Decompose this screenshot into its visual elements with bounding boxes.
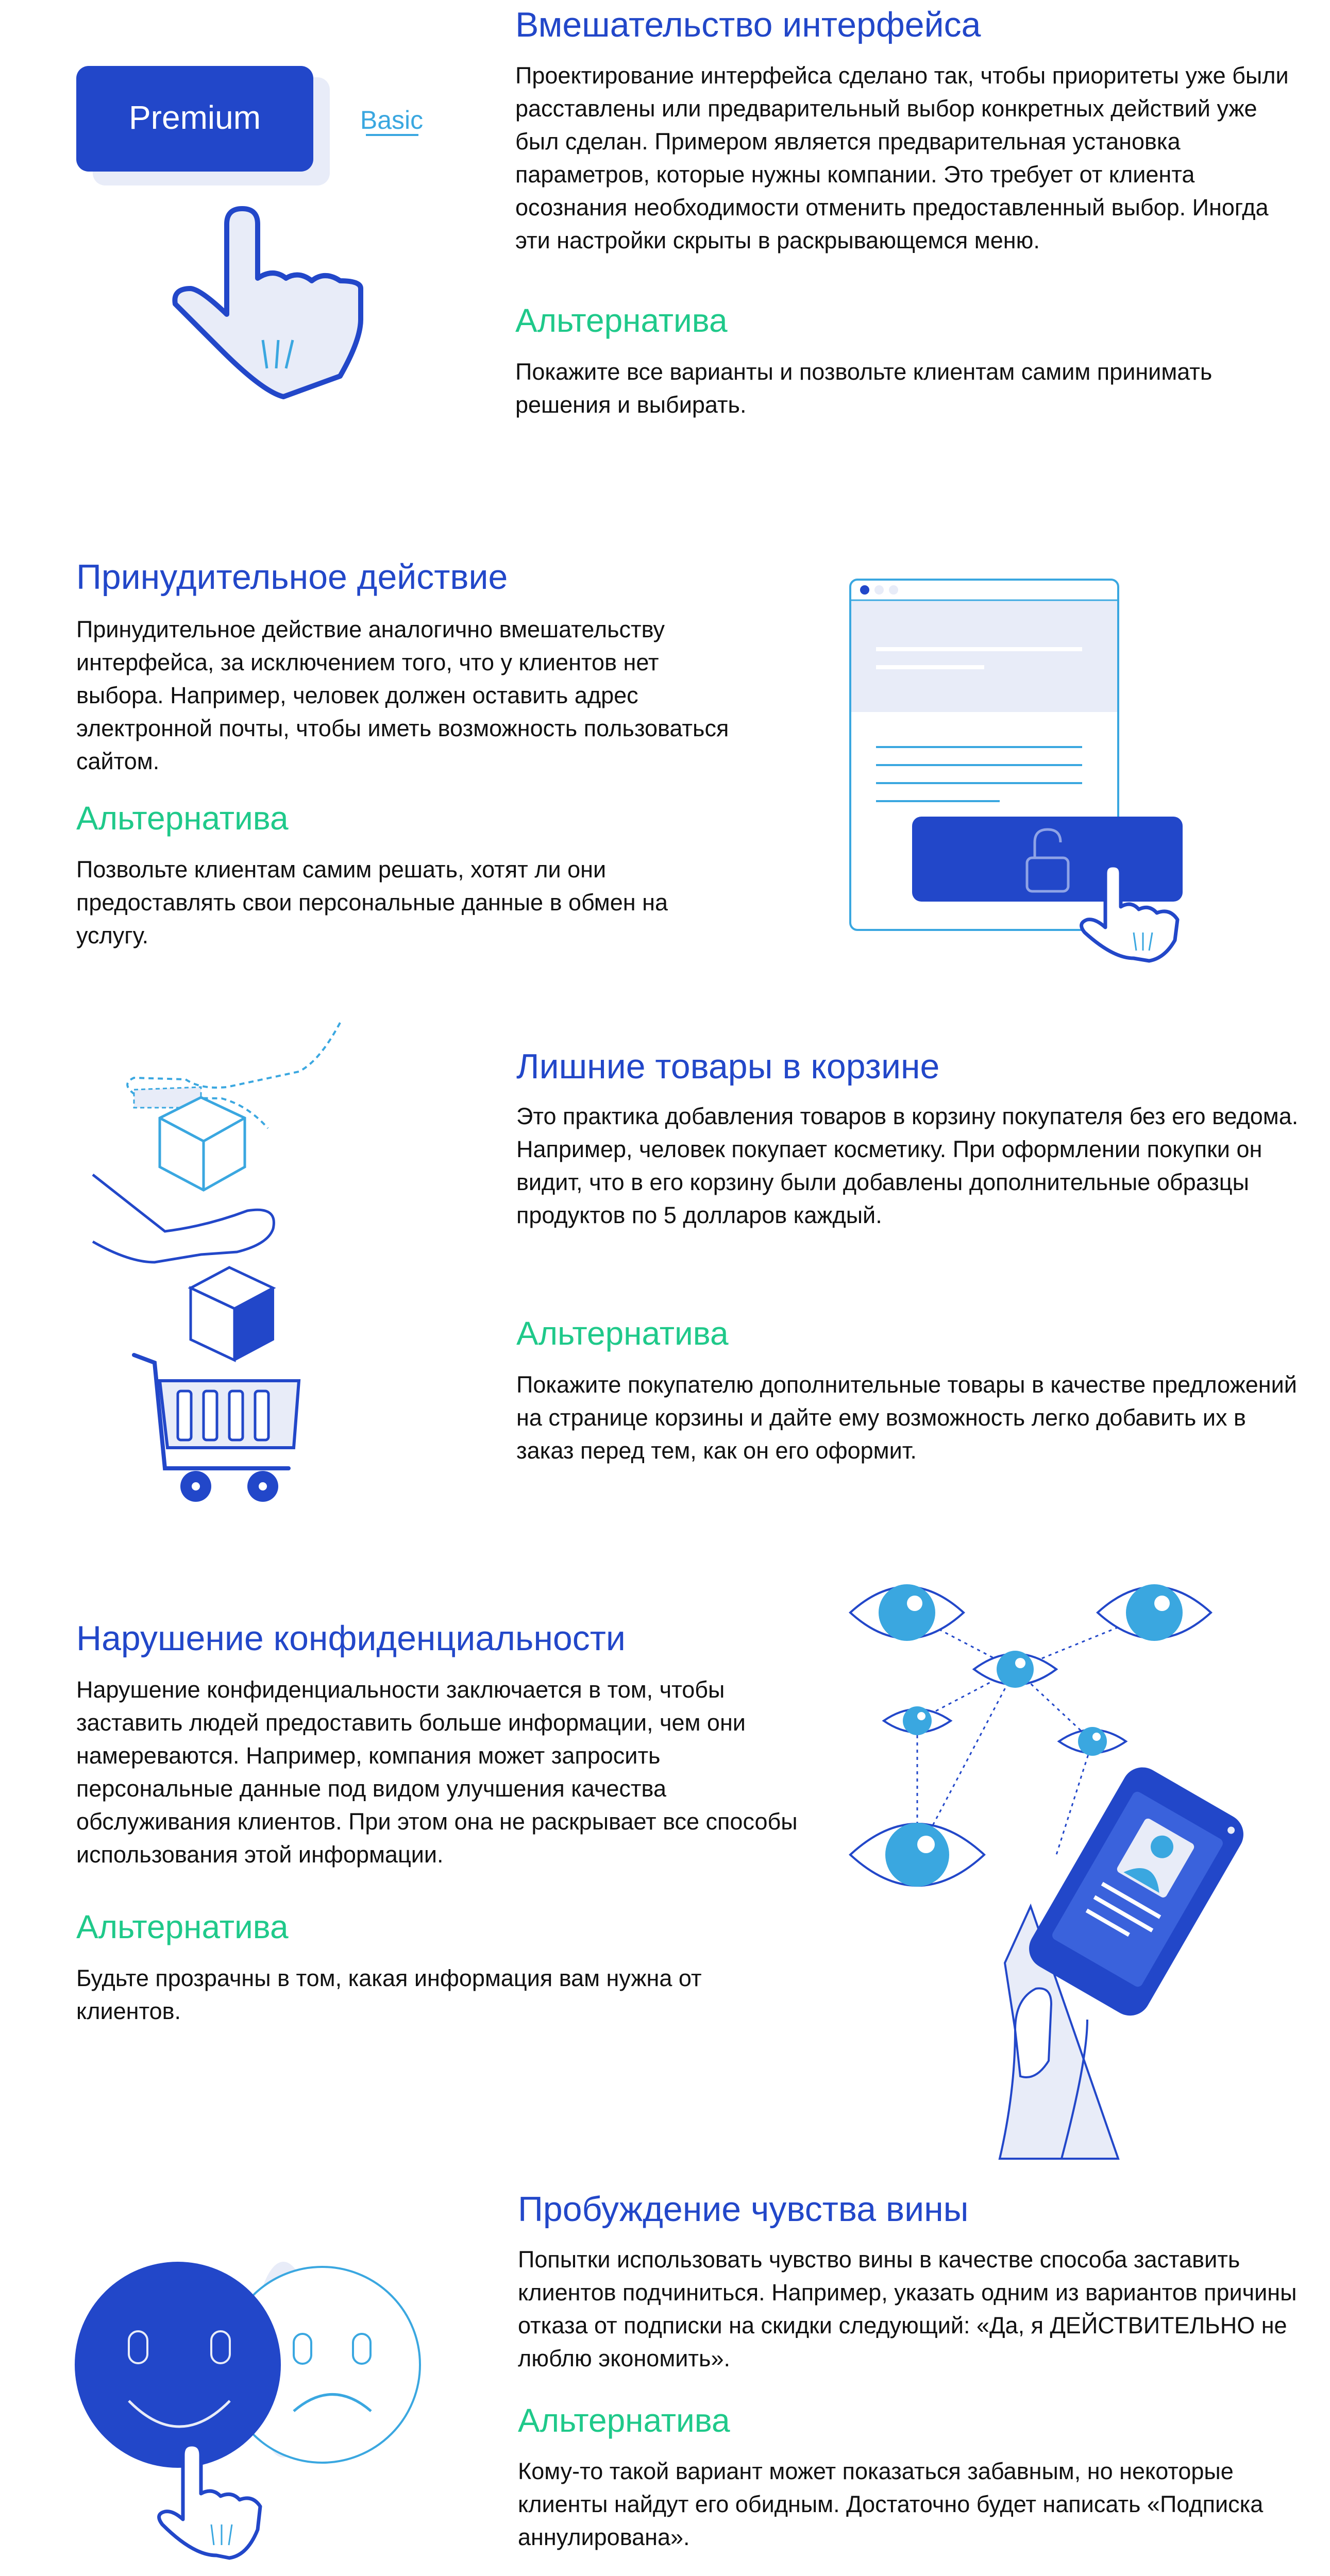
section-title: Лишние товары в корзине (516, 1047, 940, 1086)
alternative-title: Альтернатива (76, 800, 289, 837)
section-body: Проектирование интерфейса сделано так, чтобы приоритеты уже были расставлены или предварительный выбор конкретных действий уже был сделан. Примером является предварительная установка параметров, которые нужны компании. Это требует от клиента осознания необходимости отменить предоставленный выбор. Иногда эти настройки скрыты в раскрывающемся меню. (515, 62, 1289, 253)
alternative-body: Покажите покупателю дополнительные товары в качестве предложений на странице корзины и дайте ему возможность легко добавить их в заказ перед тем, как он его оформит. (516, 1371, 1297, 1464)
section-body: Принудительное действие аналогично вмешательству интерфейса, за исключением того, что у клиентов нет выбора. Например, человек должен оставить адрес электронной почты, чтобы иметь возможность пользоваться сайтом. (76, 616, 729, 774)
eye-icon (850, 1584, 964, 1641)
alternative-body: Покажите все варианты и позвольте клиентам самим принимать решения и выбирать. (515, 359, 1213, 418)
section-privacy-zuckering (0, 1566, 1330, 2184)
section-confirmshaming (0, 2184, 1330, 2576)
eye-icon (1098, 1584, 1211, 1641)
alternative-title: Альтернатива (76, 1908, 289, 1945)
eye-icon (1059, 1727, 1126, 1756)
alternative-title: Альтернатива (515, 302, 728, 339)
basic-label[interactable]: Basic (360, 106, 424, 134)
faces-illustration (72, 2236, 474, 2576)
alternative-title: Альтернатива (518, 2402, 730, 2439)
section-title: Принудительное действие (76, 557, 508, 597)
alternative-body: Кому-то такой вариант может показаться забавным, но некоторые клиенты найдут его обидным. Достаточно будет написать «Подписка аннулирована». (518, 2458, 1264, 2550)
section-body: Нарушение конфиденциальности заключается в том, чтобы заставить людей предоставить больше информации, чем они намереваются. Например, компания может запросить персональные данные под видом улучшения качества обслуживания клиентов. При этом она не раскрывает все способы использования этой информации. (76, 1676, 798, 1868)
pointer-hand-icon (175, 209, 361, 397)
eye-icon (850, 1823, 984, 1887)
alternative-body: Позвольте клиентам самим решать, хотят ли они предоставлять свои персональные данные в обмен на услугу. (76, 856, 668, 948)
section-body: Попытки использовать чувство вины в качестве способа заставить клиентов подчиниться. Например, указать одним из вариантов причины отказа от подписки на скидки следующий: «Да, я ДЕЙСТВИТЕЛЬНО не люблю экономить». (518, 2246, 1297, 2371)
alternative-title: Альтернатива (516, 1315, 729, 1352)
eye-icon (974, 1651, 1056, 1688)
shopping-cart-illustration (82, 1020, 371, 1504)
section-sneak-into-basket (0, 1010, 1330, 1546)
section-forced-action (0, 546, 1330, 979)
section-interface-interference (0, 0, 1330, 515)
section-title: Нарушение конфиденциальности (76, 1619, 626, 1658)
locked-page-illustration (845, 577, 1206, 989)
surveillance-illustration (845, 1566, 1268, 2184)
eye-icon (884, 1706, 951, 1735)
premium-basic-illustration (72, 62, 433, 412)
premium-label: Premium (128, 99, 261, 136)
section-title: Пробуждение чувства вины (518, 2190, 969, 2229)
alternative-body: Будьте прозрачны в том, какая информация вам нужна от клиентов. (76, 1965, 702, 2024)
happy-face-icon (75, 2262, 281, 2468)
section-body: Это практика добавления товаров в корзину покупателя без его ведома. Например, человек покупает косметику. При оформлении покупки он видит, что в его корзину были добавлены дополнительные образцы продуктов по 5 долларов каждый. (516, 1103, 1299, 1228)
section-title: Вмешательство интерфейса (515, 5, 981, 44)
